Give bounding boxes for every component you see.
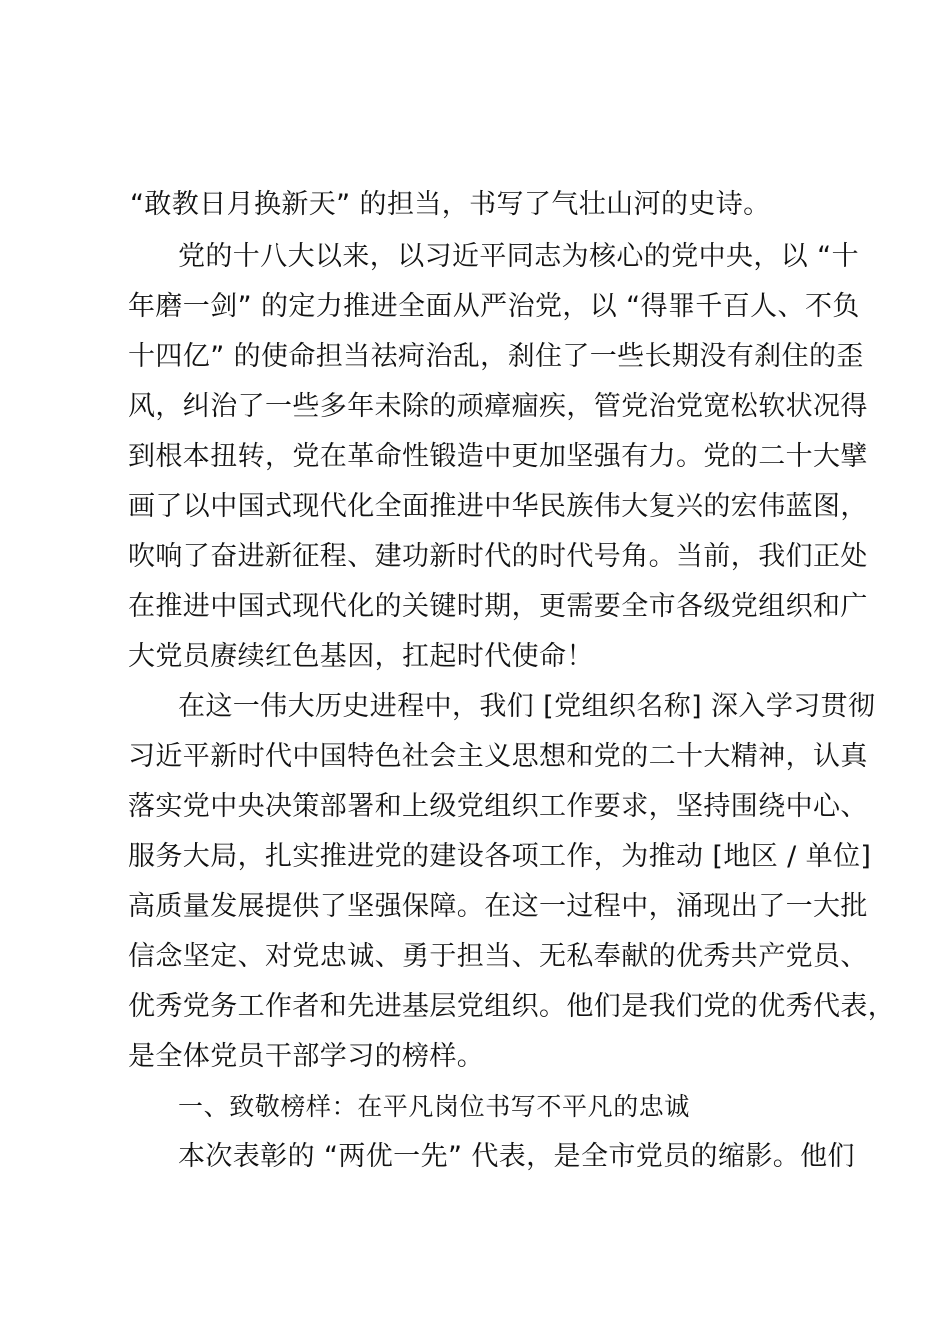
body-text-line: 大党员赓续红色基因，扛起时代使命！ — [128, 641, 594, 672]
body-text-line: 年磨一剑” 的定力推进全面从严治党，以 “得罪千百人、不负 — [128, 291, 860, 322]
body-text-line: 优秀党务工作者和先进基层党组织。他们是我们党的优秀代表， — [128, 991, 896, 1022]
body-text-line: 信念坚定、对党忠诚、勇于担当、无私奉献的优秀共产党员、 — [128, 941, 868, 972]
body-text-line: 吹响了奋进新征程、建功新时代的时代号角。当前，我们正处 — [128, 541, 868, 572]
body-text-line: 本次表彰的 “两优一先” 代表，是全市党员的缩影。他们 — [178, 1141, 855, 1172]
body-text-line: 风，纠治了一些多年未除的顽瘴痼疾，管党治党宽松软状况得 — [128, 391, 868, 422]
body-text-line: 服务大局，扎实推进党的建设各项工作，为推动 [地区 / 单位] — [128, 841, 872, 872]
body-text-line: 在这一伟大历史进程中，我们 [党组织名称] 深入学习贯彻 — [178, 691, 876, 722]
body-text-line: 是全体党员干部学习的榜样。 — [128, 1041, 485, 1072]
body-text-line: 十四亿” 的使命担当祛疴治乱，刹住了一些长期没有刹住的歪 — [128, 341, 864, 372]
body-text-line: 党的十八大以来，以习近平同志为核心的党中央，以 “十 — [178, 241, 859, 272]
body-text-line: 在推进中国式现代化的关键时期，更需要全市各级党组织和广 — [128, 591, 868, 622]
body-text-line: “敢教日月换新天” 的担当，书写了气壮山河的史诗。 — [130, 189, 771, 220]
section-heading: 一、致敬榜样：在平凡岗位书写不平凡的忠诚 — [178, 1092, 691, 1121]
body-text-line: 画了以中国式现代化全面推进中华民族伟大复兴的宏伟蓝图， — [128, 491, 868, 522]
body-text-line: 落实党中央决策部署和上级党组织工作要求，坚持围绕中心、 — [128, 791, 868, 822]
body-text-line: 习近平新时代中国特色社会主义思想和党的二十大精神，认真 — [128, 741, 868, 772]
body-text-line: 到根本扭转，党在革命性锻造中更加坚强有力。党的二十大擘 — [128, 441, 868, 472]
body-text-line: 高质量发展提供了坚强保障。在这一过程中，涌现出了一大批 — [128, 891, 868, 922]
